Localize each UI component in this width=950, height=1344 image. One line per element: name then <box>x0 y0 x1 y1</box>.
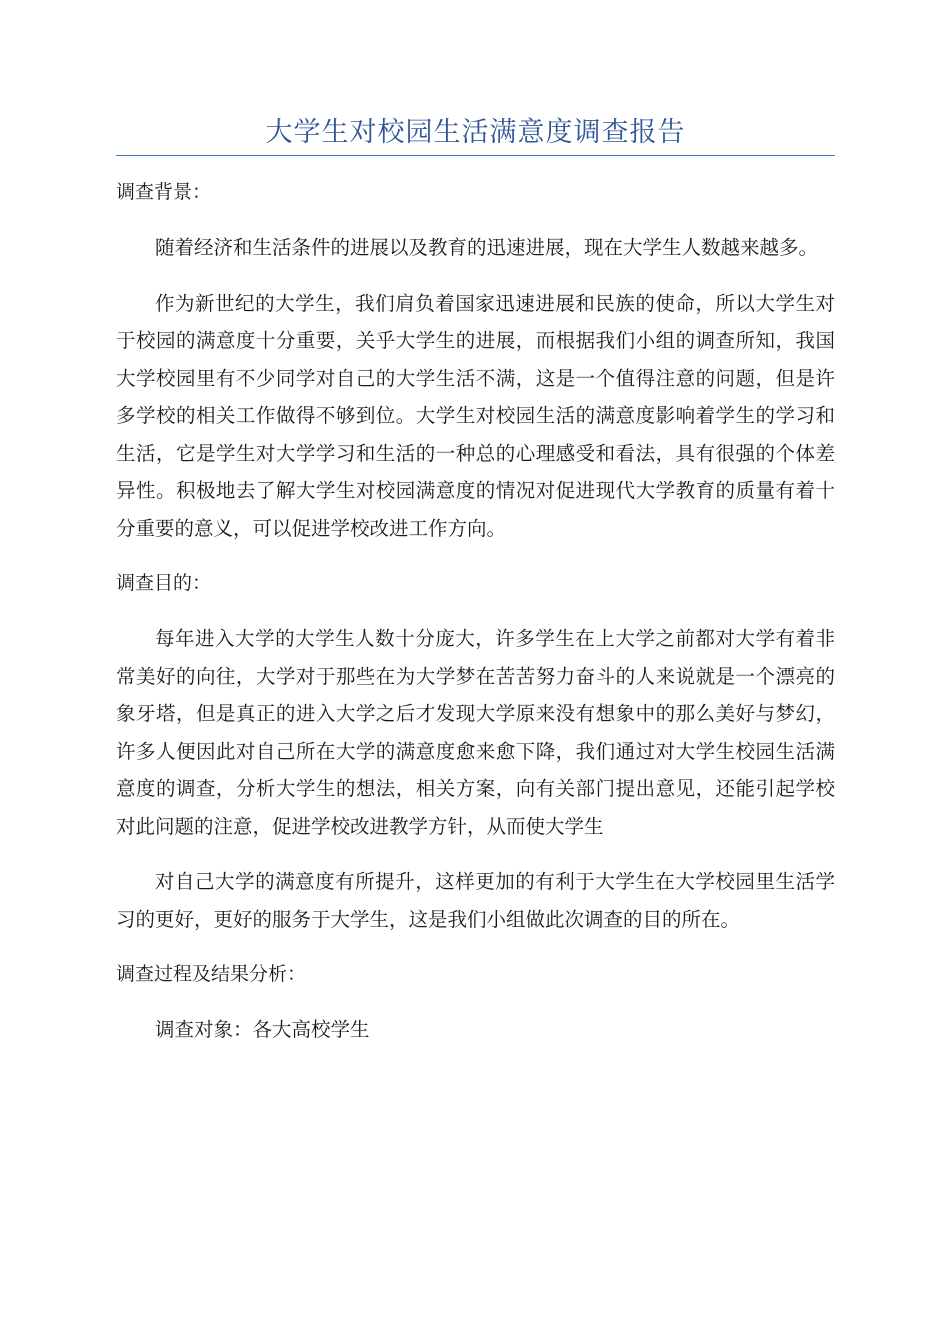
section-heading-purpose: 调查目的： <box>116 572 212 594</box>
title-underline <box>116 155 835 156</box>
paragraph: 每年进入大学的大学生人数十分庞大，许多学生在上大学之前都对大学有着非常美好的向往，大学对于那些在为大学梦在苦苦努力奋斗的人来说就是一个漂亮的象牙塔，但是真正的进入大学之后才发现大学原来没有想象中的那么美好与梦幻，许多人便因此对自己所在大学的满意度愈来愈下降，我们通过对大学生校园生活满意度的调查，分析大学生的想法，相关方案，向有关部门提出意见，还能引起学校对此问题的注意，促进学校改进教学方针，从而使大学生 <box>116 627 835 838</box>
paragraph: 作为新世纪的大学生，我们肩负着国家迅速进展和民族的使命，所以大学生对于校园的满意度十分重要，关乎大学生的进展，而根据我们小组的调查所知，我国大学校园里有不少同学对自己的大学生活不满，这是一个值得注意的问题，但是许多学校的相关工作做得不够到位。大学生对校园生活的满意度影响着学生的学习和生活，它是学生对大学学习和生活的一种总的心理感受和看法，具有很强的个体差异性。积极地去了解大学生对校园满意度的情况对促进现代大学教育的质量有着十分重要的意义，可以促进学校改进工作方向。 <box>116 291 835 540</box>
paragraph: 随着经济和生活条件的进展以及教育的迅速进展，现在大学生人数越来越多。 <box>155 236 819 259</box>
section-heading-process: 调查过程及结果分析： <box>116 963 307 985</box>
section-heading-background: 调查背景： <box>116 181 212 203</box>
paragraph: 对自己大学的满意度有所提升，这样更加的有利于大学生在大学校园里生活学习的更好，更好的服务于大学生，这是我们小组做此次调查的目的所在。 <box>116 870 835 931</box>
document-page <box>116 112 835 1067</box>
document-title: 大学生对校园生活满意度调查报告 <box>265 117 686 148</box>
paragraph: 调查对象：各大高校学生 <box>155 1018 370 1041</box>
